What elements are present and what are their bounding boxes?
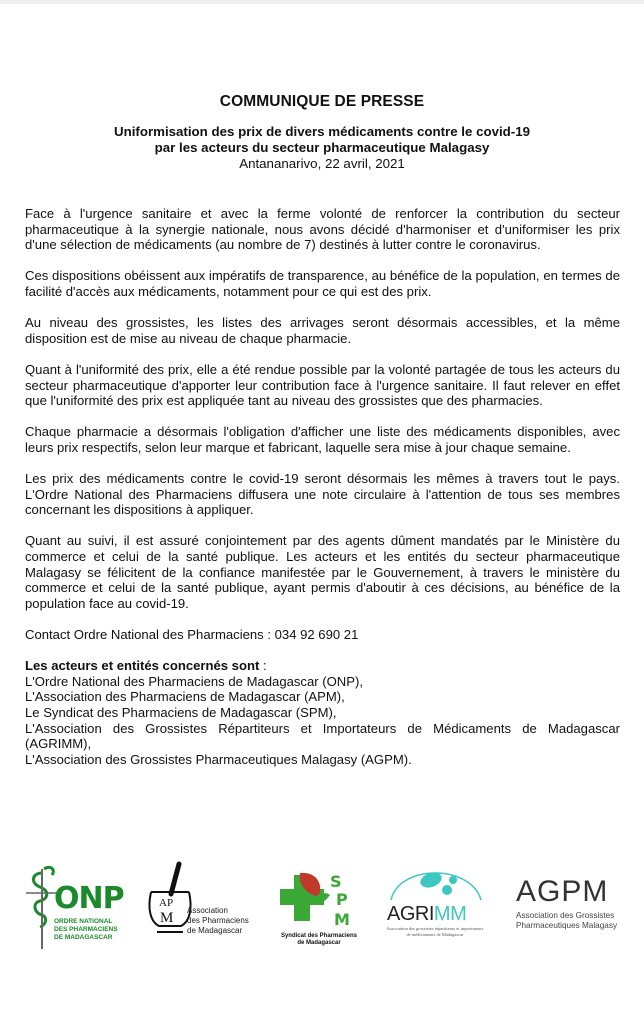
paragraph: Chaque pharmacie a désormais l'obligation d'afficher une liste des médicaments disponibles, avec leurs prix respectifs, selon leur marque et fabricant, laquelle sera mise à jour chaque semaine. xyxy=(25,424,620,455)
agrimm-abbr-accent: MM xyxy=(433,903,467,925)
subtitle-line-2: par les acteurs du secteur pharmaceutique Malagasy xyxy=(154,140,490,155)
page-title: COMMUNIQUE DE PRESSE xyxy=(219,93,425,110)
onp-line: DES PHARMACIENS xyxy=(54,926,118,933)
agrimm-abbr xyxy=(387,903,466,926)
subtitle-line-1: Uniformisation des prix de divers médicaments contre le covid-19 xyxy=(113,124,531,139)
apm-line: des Pharmaciens xyxy=(187,916,249,925)
entities-heading-colon: : xyxy=(259,658,267,674)
spm-caption xyxy=(278,933,360,947)
entities-heading: Les acteurs et entités concernés sont xyxy=(25,658,260,674)
place-date: Antananarivo, 22 avril, 2021 xyxy=(239,156,405,171)
onp-abbr: ONP xyxy=(54,881,124,916)
agrimm-abbr-part: AGRI xyxy=(387,903,434,925)
document-body xyxy=(25,206,620,767)
contact-line: Contact Ordre National des Pharmaciens : 034 92 690 21 xyxy=(25,627,359,643)
paragraph: Les prix des médicaments contre le covid-19 seront désormais les mêmes à travers tout le pays. L'Ordre National des Pharmaciens diffusera une note circulaire à l'attention de tous ses membres concernant les dispositions à appliquer. xyxy=(25,471,620,518)
apm-caption xyxy=(187,906,249,936)
agpm-line: Pharmaceutiques Malagasy xyxy=(516,921,618,930)
apm-line: Association xyxy=(187,906,228,915)
agpm-logo xyxy=(512,875,637,935)
logos-row xyxy=(0,855,644,955)
entity-item: Le Syndicat des Pharmaciens de Madagascar (SPM), xyxy=(25,705,337,720)
paragraph: Quant au suivi, il est assuré conjointement par des agents dûment mandatés par le Ministère du commerce et celui de la santé publique. Les acteurs et les entités du secteur pharmaceutique Malagasy se félicitent de la confiance manifestée par le Gouvernement, à travers le ministère du commerce et celui de la santé publique, ayant permis d'aboutir à ces décisions, au bénéfice de la population face au covid-19. xyxy=(25,533,620,611)
apm-line: de Madagascar xyxy=(187,926,243,935)
agpm-caption xyxy=(516,911,617,931)
subtitle-block xyxy=(0,124,644,172)
onp-logo xyxy=(22,863,127,951)
paragraph: Face à l'urgence sanitaire et avec la ferme volonté de renforcer la contribution du secteur pharmaceutique à la synergie nationale, nous avons décidé d'harmoniser et d'uniformiser les prix d'une sélection de médicaments (au nombre de 7) destinés à lutter contre le coronavirus. xyxy=(25,206,620,253)
svg-text:M: M xyxy=(334,910,350,929)
pills-arc-icon xyxy=(385,860,485,905)
entity-item: L'Ordre National des Pharmaciens de Madagascar (ONP), xyxy=(25,673,363,689)
onp-line: ORDRE NATIONAL xyxy=(54,918,113,925)
entities-list xyxy=(25,658,620,767)
entity-item: L'Association des Pharmaciens de Madagascar (APM), xyxy=(25,689,345,705)
svg-text:AP: AP xyxy=(159,897,174,909)
agpm-abbr: AGPM xyxy=(516,875,609,908)
spm-line: Syndicat des Pharmaciens xyxy=(280,933,358,939)
svg-text:S: S xyxy=(330,872,342,891)
entity-item: L'Association des Grossistes Pharmaceutiques Malagasy (AGPM). xyxy=(25,751,412,767)
svg-text:P: P xyxy=(336,890,348,909)
cross-leaf-icon xyxy=(278,863,360,933)
paragraph: Quant à l'uniformité des prix, elle a été rendue possible par la volonté partagée de tous les acteurs du secteur pharmaceutique d'apporter leur contribution face à l'urgence sanitaire. Il faut relever en effet que l'uniformité des prix est appliquée tant au niveau des grossistes que des pharmacies. xyxy=(25,361,620,409)
paragraph: Au niveau des grossistes, les listes des arrivages seront désormais accessibles, et la même disposition est de mise au niveau de chaque pharmacie. xyxy=(25,315,620,346)
onp-line: DE MADAGASCAR xyxy=(54,934,113,941)
agpm-line: Association des Grossistes xyxy=(516,911,615,920)
spm-logo xyxy=(278,863,368,953)
entity-item: L'Association des Grossistes Répartiteurs et Importateurs de Médicaments de Madagascar (AGRIMM), xyxy=(25,720,620,752)
paragraph: Ces dispositions obéissent aux impératifs de transparence, au bénéfice de la population, en termes de facilité d'accès aux médicaments, notamment pour ce qui est des prix. xyxy=(25,268,620,299)
apm-logo xyxy=(145,860,255,940)
agrimm-caption: Association des grossistes répartiteurs et importateurs de médicaments de Madagascar xyxy=(386,926,484,937)
spm-line: de Madagascar xyxy=(297,940,341,946)
top-edge xyxy=(0,0,644,4)
svg-text:M: M xyxy=(160,910,174,926)
agrimm-logo xyxy=(385,860,485,950)
